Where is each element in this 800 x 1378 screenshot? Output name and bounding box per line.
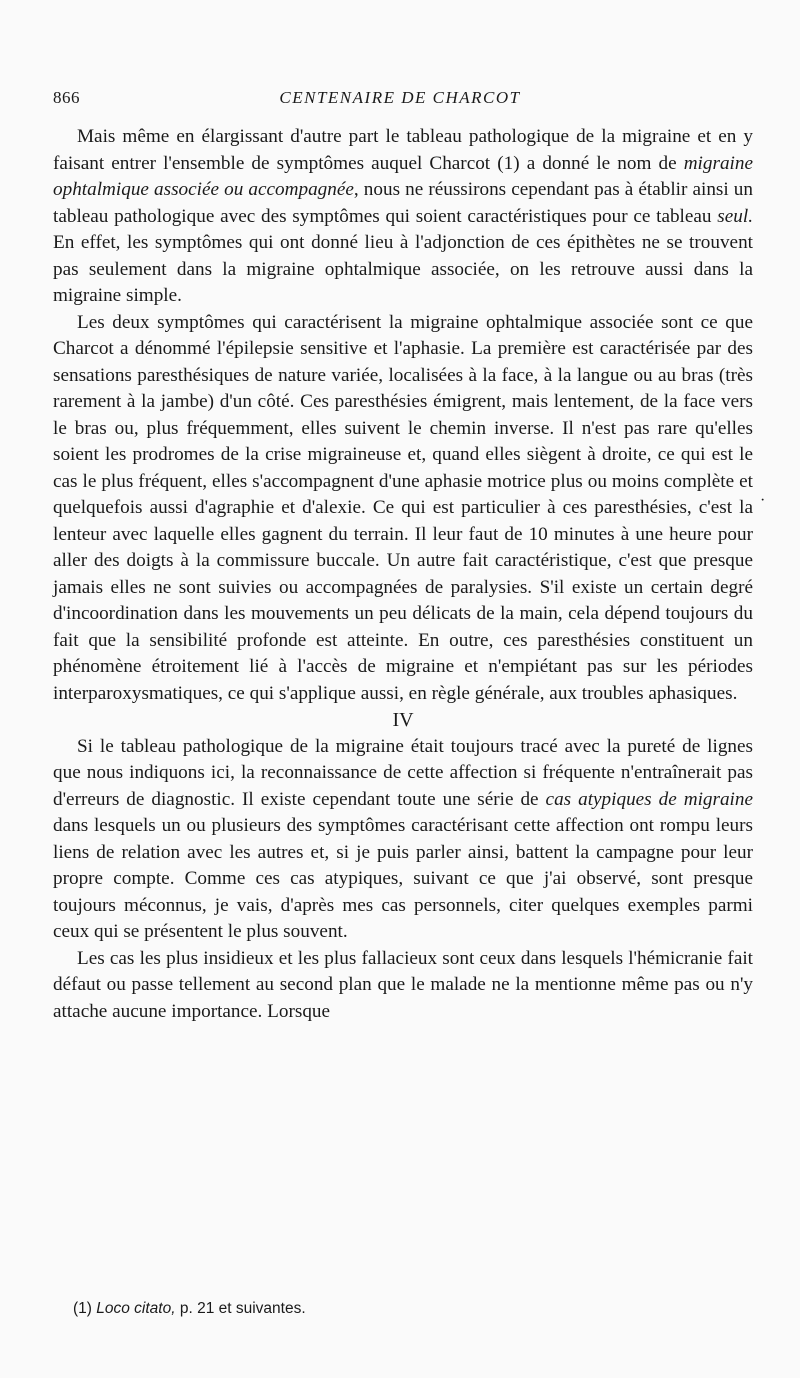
footnote-italic: Loco citato, — [96, 1300, 176, 1317]
footnote-marker: (1) — [73, 1300, 92, 1317]
paragraph-4: Les cas les plus insidieux et les plus fallacieux sont ceux dans lesquels l'hémicranie fait défaut ou passe tellement au second plan que le malade ne la mentionne même pas ou n'y attache aucune importance. Lorsque — [53, 947, 753, 1022]
page-number: 866 — [53, 88, 80, 107]
paragraph-2: Les deux symptômes qui caractérisent la migraine ophtalmique associée sont ce que Charcot a dénommé l'épilepsie sensitive et l'aphasie. La première est caractérisée par des sensations paresthésiques de nature variée, localisées à la face, à la langue ou au bras (très rarement à la jambe) d'un côté. Ces paresthésies émigrent, mais lentement, de la face vers le bras ou, plus fréquemment, elles suivent le chemin inverse. Il n'est pas rare qu'elles soient les prodromes de la crise migraineuse et, quand elles siègent à droite, ce qui est le cas le plus fréquent, elles s'accompagnent d'une aphasie motrice plus ou moins complète et quelquefois aussi d'agraphie et d'alexie. Ce qui est particulier à ces paresthésies, c'est la lenteur avec laquelle elles gagnent du terrain. Il leur faut de 10 minutes à une heure pour aller des doigts à la commissure buccale. Un autre fait caractéristique, c'est que presque jamais elles ne sont suivies ou accompagnées de paralysies. S'il existe un certain degré d'incoordination dans les mouvements un peu délicats de la main, cela dépend toujours du fait que la sensibilité profonde est atteinte. En outre, ces paresthésies constituent un phénomène étroitement lié à l'accès de migraine et n'empiétant pas sur les périodes interparoxysmatiques, ce qui s'applique aussi, en règle générale, aux troubles aphasiques. — [53, 311, 753, 704]
paragraph-3: Si le tableau pathologique de la migraine était toujours tracé avec la pureté de lignes que nous indiquons ici, la reconnaissance de cette affection si fréquente n'entraînerait pas d'erreurs de diagnostic. Il existe cependant toute une série de cas atypiques de migraine dans lesquels un ou plusieurs des symptômes caractérisant cette affection ont rompu leurs liens de relation avec les autres et, si je puis parler ainsi, battent la campagne pour leur propre compte. Comme ces cas atypiques, suivant ce que j'ai observé, sont presque toujours méconnus, je vais, d'après mes cas personnels, citer quelques exemples parmi ceux qui se présentent le plus souvent. — [53, 735, 753, 942]
emphasis-cas-atypiques: cas atypiques de migraine — [545, 788, 753, 810]
running-title: CENTENAIRE DE CHARCOT — [279, 88, 521, 107]
body-text — [53, 124, 753, 1025]
margin-mark: · — [760, 492, 766, 509]
footnote-text: p. 21 et suivantes. — [175, 1300, 306, 1317]
paragraph-1: Mais même en élargissant d'autre part le tableau pathologique de la migraine et en y faisant entrer l'ensemble de symptômes auquel Charcot (1) a donné le nom de migraine ophtalmique associée ou accompagnée, nous ne réussirons cependant pas à établir ainsi un tableau pathologique avec des symptômes qui soient caractéristiques pour ce tableau seul. En effet, les symptômes qui ont donné lieu à l'adjonction de ces épithètes ne se trouvent pas seulement dans la migraine ophtalmique associée, on les retrouve aussi dans la migraine simple. — [53, 126, 753, 306]
footnote — [73, 1300, 306, 1318]
section-heading: IV — [392, 709, 414, 731]
emphasis-migraine-associee: migraine ophtalmique associée ou accompagnée — [53, 152, 753, 200]
emphasis-seul: seul. — [717, 205, 753, 227]
